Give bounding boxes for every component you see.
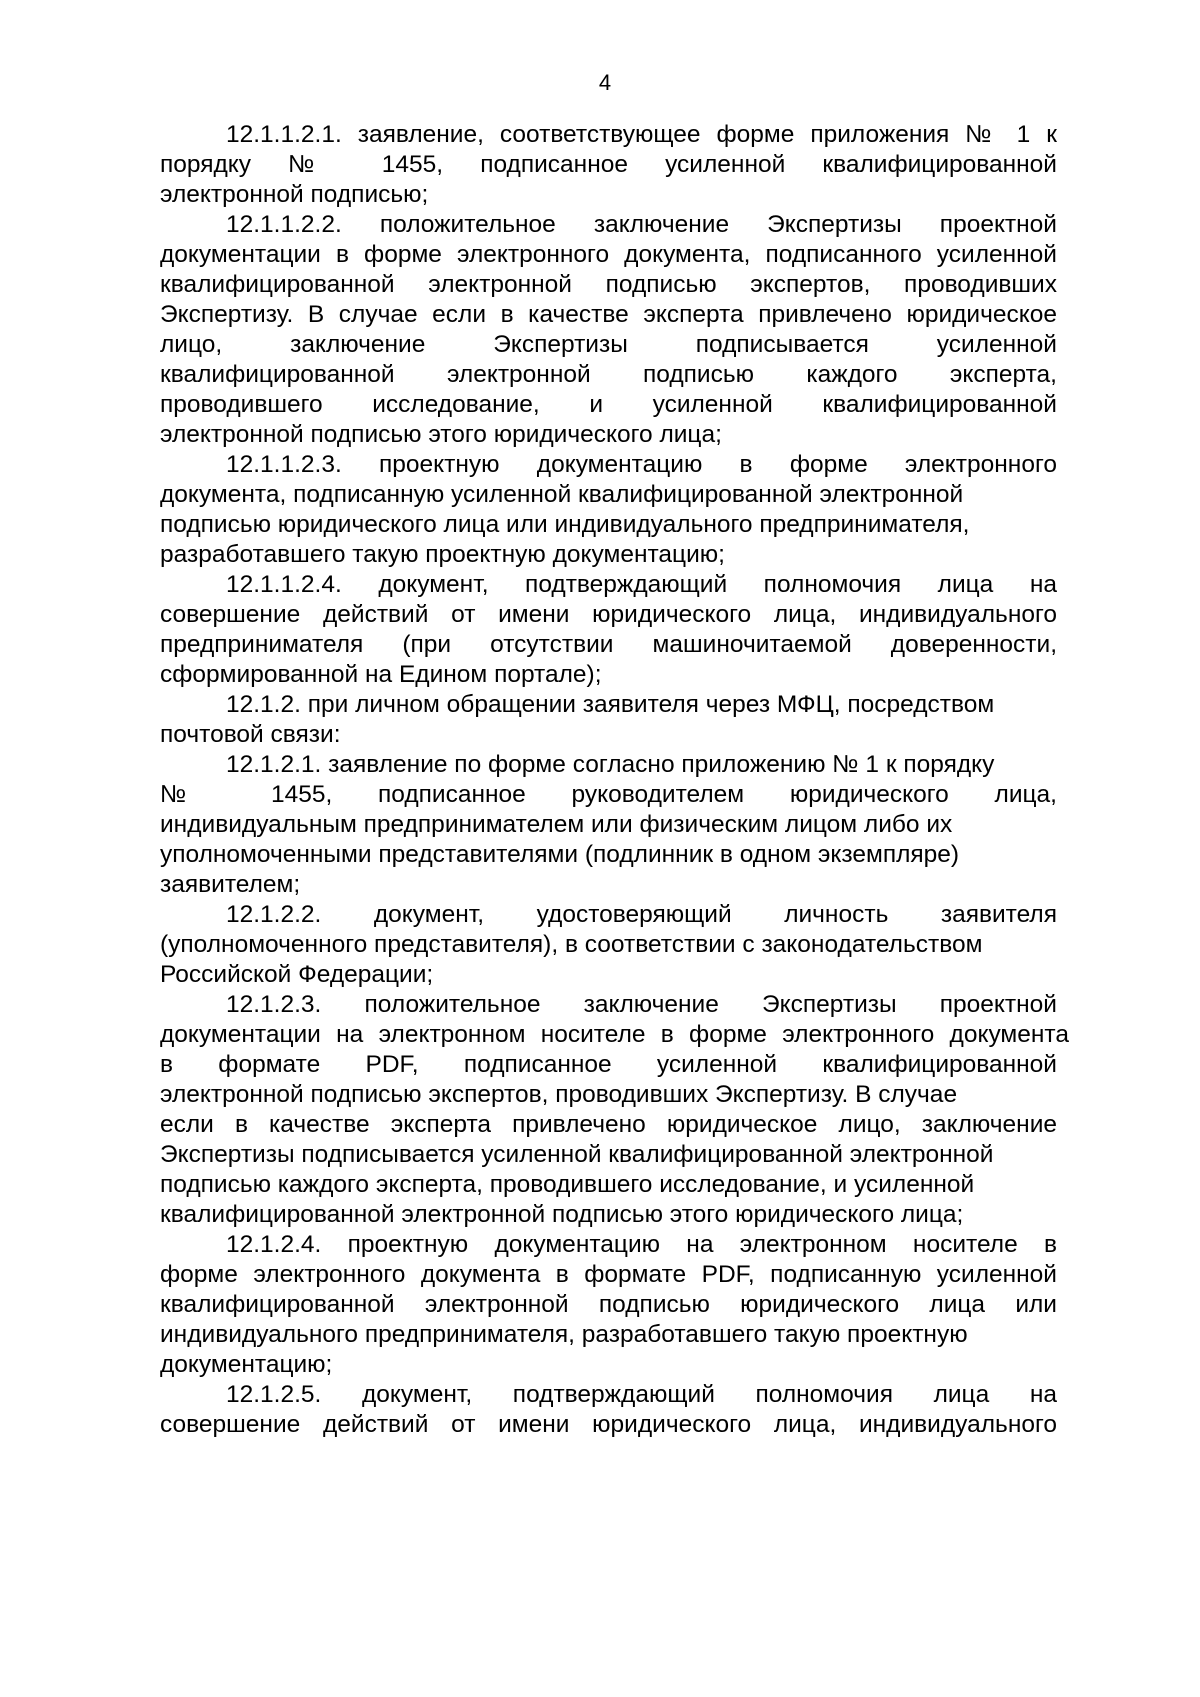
- text-line: квалифицированной электронной подписью экспертов, проводивших: [160, 271, 1057, 298]
- text-line: совершение действий от имени юридического лица, индивидуального: [160, 601, 1057, 628]
- text-line: Экспертизы подписывается усиленной квалифицированной электронной: [160, 1141, 994, 1168]
- text-line: в формате PDF, подписанное усиленной квалифицированной: [160, 1051, 1057, 1078]
- text-line: подписью каждого эксперта, проводившего исследование, и усиленной: [160, 1171, 975, 1198]
- text-line: почтовой связи:: [160, 721, 341, 748]
- paragraph-first-line: 12.1.2. при личном обращении заявителя через МФЦ, посредством: [226, 691, 995, 718]
- paragraph-first-line: 12.1.2.4. проектную документацию на электронном носителе в: [226, 1231, 1057, 1258]
- text-line: документации в форме электронного документа, подписанного усиленной: [160, 241, 1057, 268]
- page-number: 4: [598, 70, 612, 95]
- text-line: сформированной на Едином портале);: [160, 661, 602, 688]
- text-line: № 1455, подписанное руководителем юридического лица,: [160, 781, 1057, 808]
- text-line: совершение действий от имени юридического лица, индивидуального: [160, 1411, 1057, 1438]
- text-line: подписью юридического лица или индивидуального предпринимателя,: [160, 511, 970, 538]
- paragraph-first-line: 12.1.2.5. документ, подтверждающий полномочия лица на: [226, 1381, 1057, 1408]
- text-line: (уполномоченного представителя), в соответствии с законодательством: [160, 931, 983, 958]
- text-line: предпринимателя (при отсутствии машиночитаемой доверенности,: [160, 631, 1057, 658]
- text-line: порядку № 1455, подписанное усиленной квалифицированной: [160, 151, 1057, 178]
- text-line: разработавшего такую проектную документацию;: [160, 541, 725, 568]
- text-line: квалифицированной электронной подписью каждого эксперта,: [160, 361, 1057, 388]
- paragraph-first-line: 12.1.2.1. заявление по форме согласно приложению № 1 к порядку: [226, 751, 995, 778]
- text-line: электронной подписью;: [160, 181, 429, 208]
- text-line: электронной подписью экспертов, проводивших Экспертизу. В случае: [160, 1081, 958, 1108]
- text-line: документа, подписанную усиленной квалифицированной электронной: [160, 481, 964, 508]
- text-line: Экспертизу. В случае если в качестве эксперта привлечено юридическое: [160, 301, 1057, 328]
- text-line: квалифицированной электронной подписью этого юридического лица;: [160, 1201, 964, 1228]
- text-line: форме электронного документа в формате PDF, подписанную усиленной: [160, 1261, 1057, 1288]
- text-line: документацию;: [160, 1351, 333, 1378]
- paragraph-first-line: 12.1.2.3. положительное заключение Экспертизы проектной: [226, 991, 1057, 1018]
- paragraph-first-line: 12.1.1.2.2. положительное заключение Экспертизы проектной: [226, 211, 1057, 238]
- text-line: индивидуального предпринимателя, разработавшего такую проектную: [160, 1321, 968, 1348]
- paragraph-first-line: 12.1.1.2.1. заявление, соответствующее форме приложения № 1 к: [226, 121, 1057, 148]
- paragraph-first-line: 12.1.2.2. документ, удостоверяющий личность заявителя: [226, 901, 1057, 928]
- text-line: если в качестве эксперта привлечено юридическое лицо, заключение: [160, 1111, 1057, 1138]
- paragraph-first-line: 12.1.1.2.3. проектную документацию в форме электронного: [226, 451, 1057, 478]
- text-line: индивидуальным предпринимателем или физическим лицом либо их: [160, 811, 953, 838]
- text-line: лицо, заключение Экспертизы подписывается усиленной: [160, 331, 1057, 358]
- paragraph-first-line: 12.1.1.2.4. документ, подтверждающий полномочия лица на: [226, 571, 1057, 598]
- text-line: квалифицированной электронной подписью юридического лица или: [160, 1291, 1057, 1318]
- text-line: Российской Федерации;: [160, 961, 434, 988]
- text-line: заявителем;: [160, 871, 301, 898]
- text-line: электронной подписью этого юридического лица;: [160, 421, 722, 448]
- text-line: уполномоченными представителями (подлинник в одном экземпляре): [160, 841, 960, 868]
- text-line: проводившего исследование, и усиленной квалифицированной: [160, 391, 1057, 418]
- text-line: документации на электронном носителе в форме электронного документа: [160, 1021, 1069, 1048]
